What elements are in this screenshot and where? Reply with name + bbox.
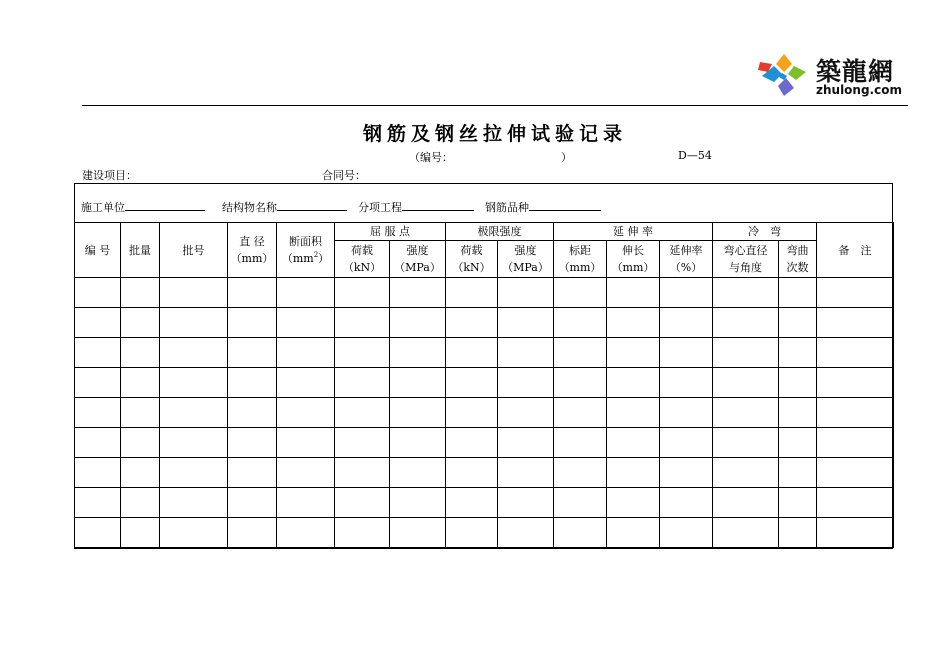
table-row (75, 398, 894, 428)
table-cell[interactable] (121, 278, 160, 308)
yield-load-label: 荷载 (351, 244, 373, 257)
table-row (75, 338, 894, 368)
table-cell[interactable] (335, 398, 390, 428)
table-cell[interactable] (713, 398, 779, 428)
table-cell[interactable] (779, 398, 817, 428)
table-cell[interactable] (390, 428, 446, 458)
table-cell[interactable] (160, 368, 228, 398)
header-divider (82, 105, 908, 106)
table-cell[interactable] (390, 458, 446, 488)
table-cell[interactable] (75, 518, 121, 548)
diameter-unit: （mm） (230, 252, 274, 265)
elong-rate-unit: （%） (669, 261, 703, 274)
table-cell[interactable] (607, 458, 660, 488)
table-cell[interactable] (335, 518, 390, 548)
table-cell[interactable] (228, 428, 277, 458)
table-cell[interactable] (660, 338, 713, 368)
table-cell[interactable] (779, 338, 817, 368)
table-cell[interactable] (121, 338, 160, 368)
table-cell[interactable] (607, 338, 660, 368)
table-cell[interactable] (446, 338, 498, 368)
zhulong-pinwheel-logo-icon (756, 50, 812, 100)
table-cell[interactable] (228, 278, 277, 308)
table-cell[interactable] (779, 488, 817, 518)
yield-strength-label: 强度 (406, 244, 429, 257)
table-cell[interactable] (277, 338, 335, 368)
table-cell[interactable] (817, 278, 894, 308)
construction-unit-label: 施工单位 (81, 201, 125, 214)
table-cell[interactable] (446, 458, 498, 488)
table-cell[interactable] (607, 428, 660, 458)
bend-angle-label: 与角度 (729, 261, 763, 274)
table-cell[interactable] (390, 308, 446, 338)
table-cell[interactable] (554, 458, 607, 488)
table-cell[interactable] (779, 308, 817, 338)
table-cell[interactable] (498, 488, 554, 518)
table-cell[interactable] (607, 368, 660, 398)
structure-name-field[interactable] (277, 200, 347, 211)
table-cell[interactable] (277, 428, 335, 458)
table-cell[interactable] (277, 308, 335, 338)
table-cell[interactable] (277, 458, 335, 488)
table-cell[interactable] (660, 308, 713, 338)
bend-diameter-label: 弯心直径 (723, 244, 768, 257)
col-bend-diameter (713, 241, 779, 278)
group-elongation: 延 伸 率 (554, 223, 713, 241)
ultimate-strength-label: 强度 (514, 244, 537, 257)
table-cell[interactable] (121, 518, 160, 548)
col-yield-load (335, 241, 390, 278)
table-cell[interactable] (660, 398, 713, 428)
col-gauge-length (554, 241, 607, 278)
col-batch: 批号 (160, 223, 228, 278)
table-cell[interactable] (75, 488, 121, 518)
table-cell[interactable] (779, 368, 817, 398)
table-cell[interactable] (498, 398, 554, 428)
table-cell[interactable] (817, 338, 894, 368)
col-bend-times (779, 241, 817, 278)
table-body (75, 278, 894, 548)
yield-strength-unit: （MPa） (394, 261, 441, 274)
col-area (277, 223, 335, 278)
table-cell[interactable] (75, 458, 121, 488)
table-cell[interactable] (75, 338, 121, 368)
table-cell[interactable] (160, 308, 228, 338)
contract-label: 合同号： (322, 169, 366, 182)
table-cell[interactable] (779, 458, 817, 488)
table-cell[interactable] (277, 488, 335, 518)
table-cell[interactable] (660, 368, 713, 398)
table-cell[interactable] (390, 278, 446, 308)
table-cell[interactable] (121, 458, 160, 488)
info-row (81, 199, 601, 215)
table-cell[interactable] (498, 368, 554, 398)
table-cell[interactable] (554, 398, 607, 428)
extension-unit: （mm） (611, 261, 655, 274)
table-cell[interactable] (713, 488, 779, 518)
table-cell[interactable] (121, 488, 160, 518)
table-cell[interactable] (277, 398, 335, 428)
area-label: 断面积 (289, 235, 322, 248)
table-cell[interactable] (554, 278, 607, 308)
brand-url: zhulong.com (816, 83, 902, 97)
col-ultimate-strength (498, 241, 554, 278)
table-cell[interactable] (817, 398, 894, 428)
table-cell[interactable] (554, 338, 607, 368)
yield-load-unit: （kN） (342, 261, 382, 274)
brand-name: 築龍網 (816, 57, 895, 86)
col-quantity: 批量 (121, 223, 160, 278)
table-cell[interactable] (554, 368, 607, 398)
col-ultimate-load (446, 241, 498, 278)
table-cell[interactable] (554, 428, 607, 458)
table-cell[interactable] (75, 278, 121, 308)
table-cell[interactable] (660, 428, 713, 458)
times-label: 次数 (786, 261, 809, 274)
area-unit: （mm (281, 252, 314, 265)
gauge-length-label: 标距 (569, 244, 591, 257)
table-cell[interactable] (779, 518, 817, 548)
table-cell[interactable] (713, 278, 779, 308)
table-cell[interactable] (713, 518, 779, 548)
col-number: 编 号 (75, 223, 121, 278)
doc-code: D—54 (678, 149, 712, 162)
rebar-type-field[interactable] (529, 200, 601, 211)
table-row (75, 488, 894, 518)
table-cell[interactable] (713, 308, 779, 338)
ultimate-strength-unit: （MPa） (502, 261, 549, 274)
table-cell[interactable] (498, 458, 554, 488)
table-cell[interactable] (817, 488, 894, 518)
table-row (75, 308, 894, 338)
table-cell[interactable] (498, 308, 554, 338)
rebar-type-label: 钢筋品种 (485, 201, 529, 214)
table-cell[interactable] (713, 428, 779, 458)
ultimate-load-label: 荷载 (460, 244, 483, 257)
table-cell[interactable] (75, 308, 121, 338)
table-cell[interactable] (228, 338, 277, 368)
table-cell[interactable] (817, 458, 894, 488)
table-cell[interactable] (160, 338, 228, 368)
project-label: 建设项目： (82, 169, 137, 182)
group-ultimate-strength: 极限强度 (446, 223, 554, 241)
table-cell[interactable] (390, 398, 446, 428)
table-cell[interactable] (660, 488, 713, 518)
table-cell[interactable] (779, 428, 817, 458)
table-cell[interactable] (160, 488, 228, 518)
table-cell[interactable] (660, 518, 713, 548)
table-cell[interactable] (607, 278, 660, 308)
table-cell[interactable] (160, 428, 228, 458)
table-cell[interactable] (498, 338, 554, 368)
table-cell[interactable] (607, 398, 660, 428)
table-row (75, 458, 894, 488)
group-yield-point: 屈 服 点 (335, 223, 446, 241)
page-title: 钢筋及钢丝拉伸试验记录 (362, 123, 627, 145)
table-cell[interactable] (160, 398, 228, 428)
table-cell[interactable] (498, 428, 554, 458)
table-cell[interactable] (335, 428, 390, 458)
table-cell[interactable] (390, 518, 446, 548)
table-cell[interactable] (160, 278, 228, 308)
table-cell[interactable] (779, 278, 817, 308)
table-cell[interactable] (446, 308, 498, 338)
table-cell[interactable] (607, 488, 660, 518)
table-cell[interactable] (446, 278, 498, 308)
table-cell[interactable] (75, 428, 121, 458)
table-cell[interactable] (335, 308, 390, 338)
table-cell[interactable] (160, 458, 228, 488)
table-cell[interactable] (228, 488, 277, 518)
table-cell[interactable] (335, 278, 390, 308)
table-cell[interactable] (228, 308, 277, 338)
table-cell[interactable] (713, 458, 779, 488)
table-cell[interactable] (121, 398, 160, 428)
table-cell[interactable] (228, 368, 277, 398)
sub-project-label: 分项工程 (358, 201, 402, 214)
table-cell[interactable] (335, 488, 390, 518)
table-cell[interactable] (390, 368, 446, 398)
table-cell[interactable] (713, 338, 779, 368)
table-cell[interactable] (390, 488, 446, 518)
elong-rate-label: 延伸率 (669, 244, 703, 257)
col-elong-rate (660, 241, 713, 278)
group-cold-bend: 冷 弯 (713, 223, 817, 241)
table-cell[interactable] (160, 518, 228, 548)
structure-name-label: 结构物名称 (222, 201, 277, 214)
table-cell[interactable] (446, 488, 498, 518)
table-cell[interactable] (446, 428, 498, 458)
test-record-table (74, 222, 894, 548)
table-cell[interactable] (228, 398, 277, 428)
table-cell[interactable] (817, 368, 894, 398)
sub-project-field[interactable] (402, 200, 474, 211)
table-cell[interactable] (660, 458, 713, 488)
serial-label: （编号： (409, 151, 453, 164)
table-cell[interactable] (498, 278, 554, 308)
table-cell[interactable] (228, 458, 277, 488)
diameter-label: 直 径 (239, 235, 265, 248)
table-cell[interactable] (75, 398, 121, 428)
extension-label: 伸长 (622, 244, 644, 257)
col-extension (607, 241, 660, 278)
table-row (75, 368, 894, 398)
table-cell[interactable] (390, 338, 446, 368)
table-cell[interactable] (277, 368, 335, 398)
table-cell[interactable] (335, 338, 390, 368)
construction-unit-field[interactable] (125, 200, 205, 211)
table-cell[interactable] (554, 518, 607, 548)
table-cell[interactable] (817, 428, 894, 458)
table-cell[interactable] (817, 308, 894, 338)
table-cell[interactable] (446, 368, 498, 398)
table-cell[interactable] (554, 308, 607, 338)
table-cell[interactable] (554, 488, 607, 518)
table-cell[interactable] (228, 518, 277, 548)
table-cell[interactable] (660, 278, 713, 308)
ultimate-load-unit: （kN） (452, 261, 491, 274)
zhulong-logo (756, 50, 906, 100)
bend-label: 弯曲 (786, 244, 809, 257)
col-yield-strength (390, 241, 446, 278)
table-cell[interactable] (277, 278, 335, 308)
table-cell[interactable] (121, 428, 160, 458)
table-cell[interactable] (607, 308, 660, 338)
area-unit-close: ） (318, 252, 330, 265)
col-diameter (228, 223, 277, 278)
col-remarks: 备 注 (817, 223, 894, 278)
table-row (75, 518, 894, 548)
table-cell[interactable] (75, 368, 121, 398)
table-cell[interactable] (277, 518, 335, 548)
area-unit-sup: 2 (313, 251, 319, 259)
table-cell[interactable] (446, 398, 498, 428)
table-cell[interactable] (607, 518, 660, 548)
table-cell[interactable] (335, 458, 390, 488)
table-cell[interactable] (498, 518, 554, 548)
serial-close: ） (561, 151, 572, 164)
table-cell[interactable] (121, 368, 160, 398)
table-row (75, 278, 894, 308)
gauge-length-unit: （mm） (558, 261, 602, 274)
table-cell[interactable] (817, 518, 894, 548)
table-cell[interactable] (335, 368, 390, 398)
table-row (75, 428, 894, 458)
table-cell[interactable] (446, 518, 498, 548)
table-cell[interactable] (713, 368, 779, 398)
table-cell[interactable] (121, 308, 160, 338)
